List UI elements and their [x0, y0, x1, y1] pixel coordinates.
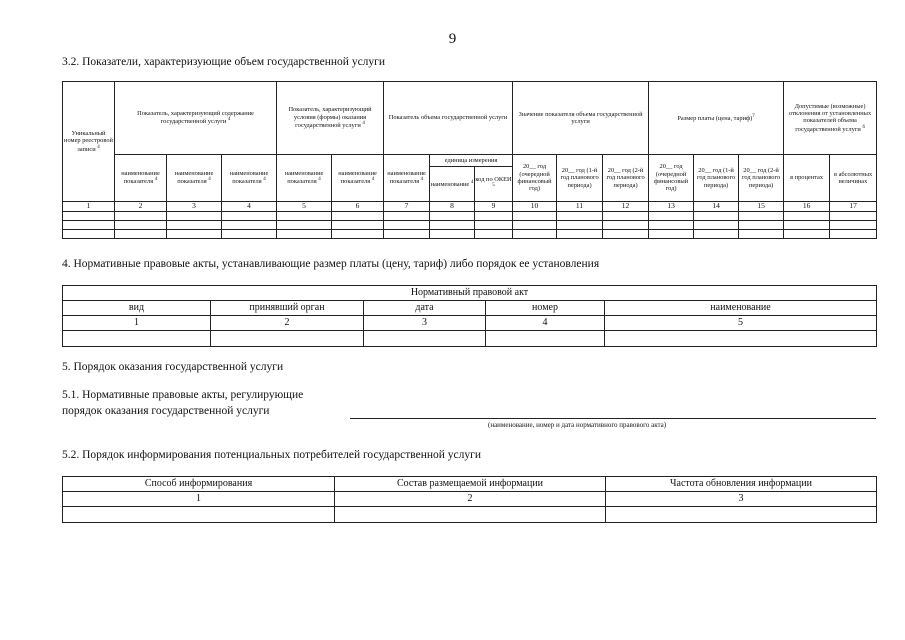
header-title: наименование [605, 301, 877, 316]
col-number: 2 [115, 202, 167, 212]
col-number: 3 [167, 202, 222, 212]
header-volume-value: Значение показателя объема государственной услуги [513, 82, 649, 155]
col-number: 5 [605, 316, 877, 331]
col-number: 5 [277, 202, 332, 212]
header-fee-year-first: 20__ год (1-й год планового периода) [694, 155, 739, 202]
col-number: 4 [486, 316, 605, 331]
col-number: 13 [649, 202, 694, 212]
header-deviation-absolute: в абсолютных величинах [830, 155, 877, 202]
col-number: 1 [63, 492, 335, 507]
section-5-title: 5. Порядок оказания государственной услуги [62, 361, 284, 373]
header-indicator-name-1: наименование показателя $^4$ [115, 155, 167, 202]
header-fee-year-current: 20__ год (очередной финансовый год) [649, 155, 694, 202]
header-unit-okei: код по ОКЕИ $^5$ [475, 167, 513, 202]
subsection-5-2-title: 5.2. Порядок информирования потенциальных потребителей государственной услуги [62, 449, 482, 461]
header-unit: единица измерения [430, 155, 513, 167]
col-number: 2 [211, 316, 364, 331]
header-indicator-name-3: наименование показателя $^4$ [222, 155, 277, 202]
subsection-5-1-line2: порядок оказания государственной услуги [62, 405, 270, 417]
col-number: 16 [784, 202, 830, 212]
col-number: 3 [364, 316, 486, 331]
col-number: 2 [335, 492, 606, 507]
col-number: 4 [222, 202, 277, 212]
legal-act-header: Нормативный правовой акт [63, 286, 877, 301]
header-deviation-percent: в процентах [784, 155, 830, 202]
header-authority: принявший орган [211, 301, 364, 316]
col-number: 6 [332, 202, 384, 212]
col-number: 3 [606, 492, 877, 507]
table-row [63, 230, 877, 239]
column-numbers-row [63, 202, 877, 212]
col-number: 11 [557, 202, 603, 212]
header-content-indicator: Показатель, характеризующий содержание государственной услуги $^4$ [115, 82, 277, 155]
col-number: 12 [603, 202, 649, 212]
col-number: 15 [739, 202, 784, 212]
page-number: 9 [448, 31, 457, 47]
header-value-year-first: 20__ год (1-й год планового периода) [557, 155, 603, 202]
col-number: 10 [513, 202, 557, 212]
header-unique-number: Уникальный номер реестровой записи $^4$ [63, 82, 115, 202]
table-row [63, 331, 877, 347]
table-row [63, 507, 877, 523]
header-value-year-second: 20__ год (2-й год планового периода) [603, 155, 649, 202]
informing-table [62, 476, 877, 523]
table-row [63, 221, 877, 230]
section-3-2-title: 3.2. Показатели, характеризующие объем государственной услуги [62, 56, 386, 68]
col-number: 14 [694, 202, 739, 212]
header-number: номер [486, 301, 605, 316]
header-update-frequency: Частота обновления информации [606, 477, 877, 492]
header-allowed-deviation: Допустимые (возможные) отклонения от установленных показателей объема государственной услуги $^6$ [784, 82, 877, 155]
subsection-5-1-line1: 5.1. Нормативные правовые акты, регулирующие [62, 389, 304, 401]
header-date: дата [364, 301, 486, 316]
header-indicator-name-5: наименование показателя $^4$ [332, 155, 384, 202]
header-fee-size: Размер платы (цена, тариф)$^7$ [649, 82, 784, 155]
header-informing-method: Способ информирования [63, 477, 335, 492]
header-type: вид [63, 301, 211, 316]
header-fee-year-second: 20__ год (2-й год планового периода) [739, 155, 784, 202]
header-volume-name: наименование показателя $^4$ [384, 155, 430, 202]
header-volume-indicator: Показатель объема государственной услуги [384, 82, 513, 155]
header-info-content: Состав размещаемой информации [335, 477, 606, 492]
col-number: 7 [384, 202, 430, 212]
volume-indicators-table [62, 81, 877, 239]
section-4-title: 4. Нормативные правовые акты, устанавливающие размер платы (цену, тариф) либо порядок ее установления [62, 258, 600, 270]
header-value-year-current: 20__ год (очередной финансовый год) [513, 155, 557, 202]
header-unit-name: наименование $^4$ [430, 167, 475, 202]
table-row [63, 212, 877, 221]
col-number: 9 [475, 202, 513, 212]
col-number: 1 [63, 316, 211, 331]
header-conditions-indicator: Показатель, характеризующий условия (формы) оказания государственной услуги $^4$ [277, 82, 384, 155]
col-number: 17 [830, 202, 877, 212]
legal-acts-table [62, 285, 877, 347]
col-number: 1 [63, 202, 115, 212]
header-indicator-name-4: наименование показателя $^4$ [277, 155, 332, 202]
fill-in-caption: (наименование, номер и дата нормативного правового акта) [488, 421, 667, 429]
col-number: 8 [430, 202, 475, 212]
header-indicator-name-2: наименование показателя $^4$ [167, 155, 222, 202]
fill-in-line [350, 418, 876, 419]
